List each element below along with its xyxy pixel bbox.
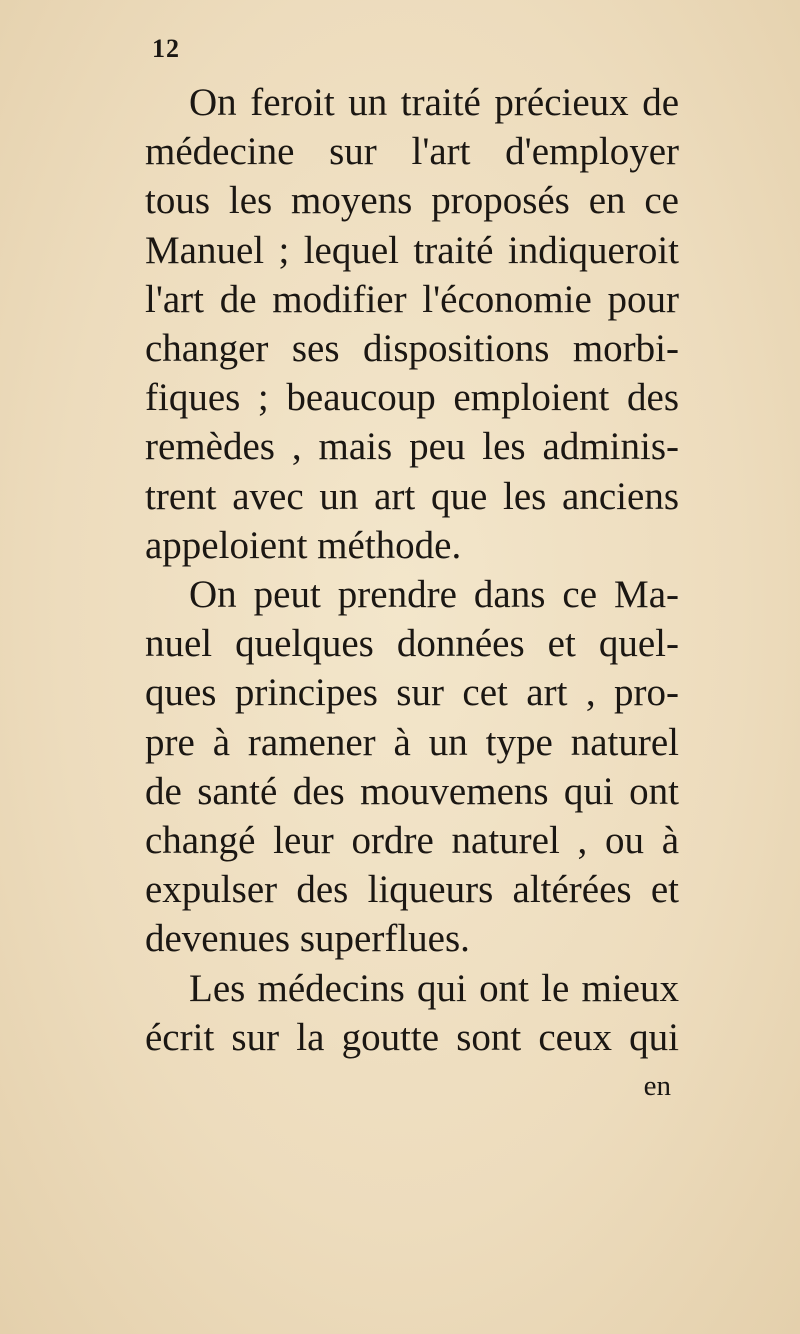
text-line: nuel quelques données et quel- [145,622,679,666]
text-line: pre à ramener à un type naturel [145,720,679,764]
text-line: de santé des mouvemens qui ont [145,769,679,813]
text-line: appeloient méthode. [145,523,462,567]
text-line: devenues superflues. [145,917,470,961]
text-line: fiques ; beaucoup emploient des [145,376,679,420]
text-line: ques principes sur cet art , pro- [145,671,679,715]
text-line: médecine sur l'art d'employer [145,130,679,174]
text-line: écrit sur la goutte sont ceux qui [145,1015,679,1059]
text-line: tous les moyens proposés en ce [145,179,679,223]
body-text [145,78,679,1111]
text-line: trent avec un art que les anciens [145,474,679,518]
text-line: Manuel ; lequel traité indiqueroit [145,228,679,272]
text-line: expulser des liqueurs altérées et [145,868,679,912]
text-line: remèdes , mais peu les adminis- [145,425,679,469]
text-line: On peut prendre dans ce Ma- [189,573,679,617]
text-line: On feroit un traité précieux de [189,81,679,124]
text-line: changer ses dispositions morbi- [145,327,679,371]
text-line: Les médecins qui ont le mieux [189,966,679,1010]
text-line: changé leur ordre naturel , ou à [145,819,679,863]
text-line: l'art de modifier l'économie pour [145,277,679,321]
page-number: 12 [152,34,180,63]
catchword: en [643,1070,671,1103]
